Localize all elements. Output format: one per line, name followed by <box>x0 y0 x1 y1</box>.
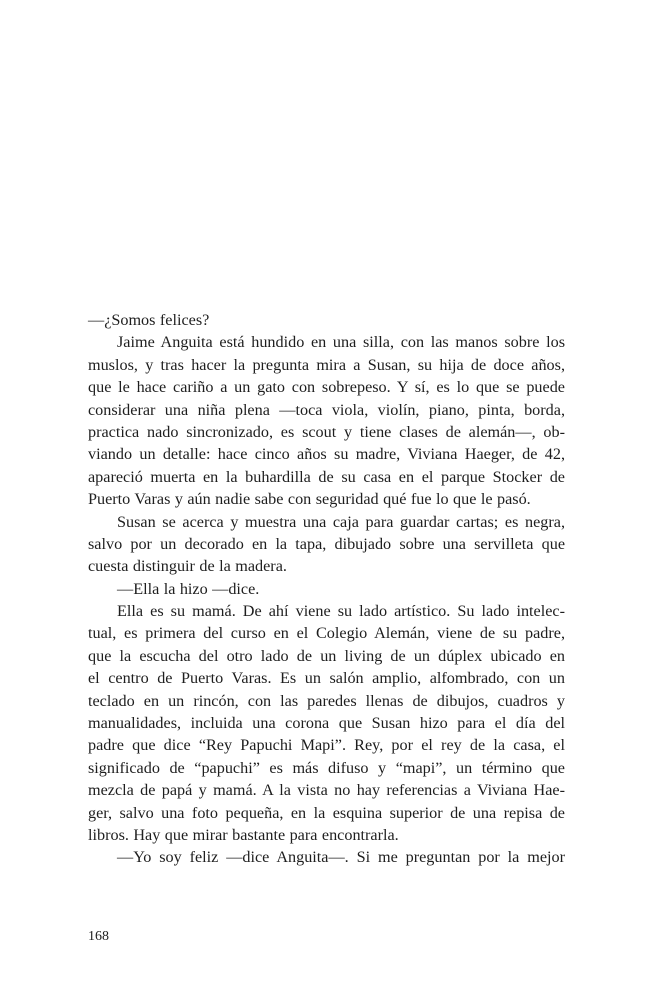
text-line: practica nado sincronizado, es scout y tiene clases de alemán—, ob- <box>88 422 565 441</box>
body-text <box>88 309 565 869</box>
text-line: padre que dice “Rey Papuchi Mapi”. Rey, por el rey de la casa, el <box>88 736 565 755</box>
text-line: que le hace cariño a un gato con sobrepeso. Y sí, es lo que se puede <box>88 378 565 397</box>
text-line: muslos, y tras hacer la pregunta mira a Susan, su hija de doce años, <box>88 355 565 374</box>
text-line: Jaime Anguita está hundido en una silla, con las manos sobre los <box>117 333 565 352</box>
text-line: —¿Somos felices? <box>88 311 210 329</box>
text-line: considerar una niña plena —toca viola, violín, piano, pinta, borda, <box>88 400 565 419</box>
text-line: teclado en un rincón, con las paredes llenas de dibujos, cuadros y <box>88 691 565 710</box>
text-line: Ella es su mamá. De ahí viene su lado artístico. Su lado intelec- <box>117 602 565 621</box>
text-line: —Ella la hizo —dice. <box>117 579 260 598</box>
text-line: —Yo soy feliz —dice Anguita—. Si me preguntan por la mejor <box>117 848 565 867</box>
text-line: tual, es primera del curso en el Colegio Alemán, viene de su padre, <box>88 624 565 643</box>
text-line: cuesta distinguir de la madera. <box>88 557 287 576</box>
text-line: ger, salvo una foto pequeña, en la esquina superior de una repisa de <box>88 803 565 822</box>
text-line: Susan se acerca y muestra una caja para guardar cartas; es negra, <box>117 512 565 531</box>
page-number: 168 <box>88 929 109 944</box>
text-line: mezcla de papá y mamá. A la vista no hay referencias a Viviana Hae- <box>88 781 565 800</box>
text-line: el centro de Puerto Varas. Es un salón amplio, alfombrado, con un <box>88 669 565 688</box>
text-line: apareció muerta en la buhardilla de su casa en el parque Stocker de <box>88 467 565 486</box>
text-line: viando un detalle: hace cinco años su madre, Viviana Haeger, de 42, <box>88 445 565 464</box>
text-line: que la escucha del otro lado de un living de un dúplex ubicado en <box>88 646 565 665</box>
text-line: salvo por un decorado en la tapa, dibujado sobre una servilleta que <box>88 534 565 553</box>
text-line: Puerto Varas y aún nadie sabe con seguridad qué fue lo que le pasó. <box>88 490 531 509</box>
text-line: significado de “papuchi” es más difuso y “mapi”, un término que <box>88 758 565 777</box>
text-line: libros. Hay que mirar bastante para encontrarla. <box>88 825 399 844</box>
text-line: manualidades, incluida una corona que Susan hizo para el día del <box>88 714 565 733</box>
